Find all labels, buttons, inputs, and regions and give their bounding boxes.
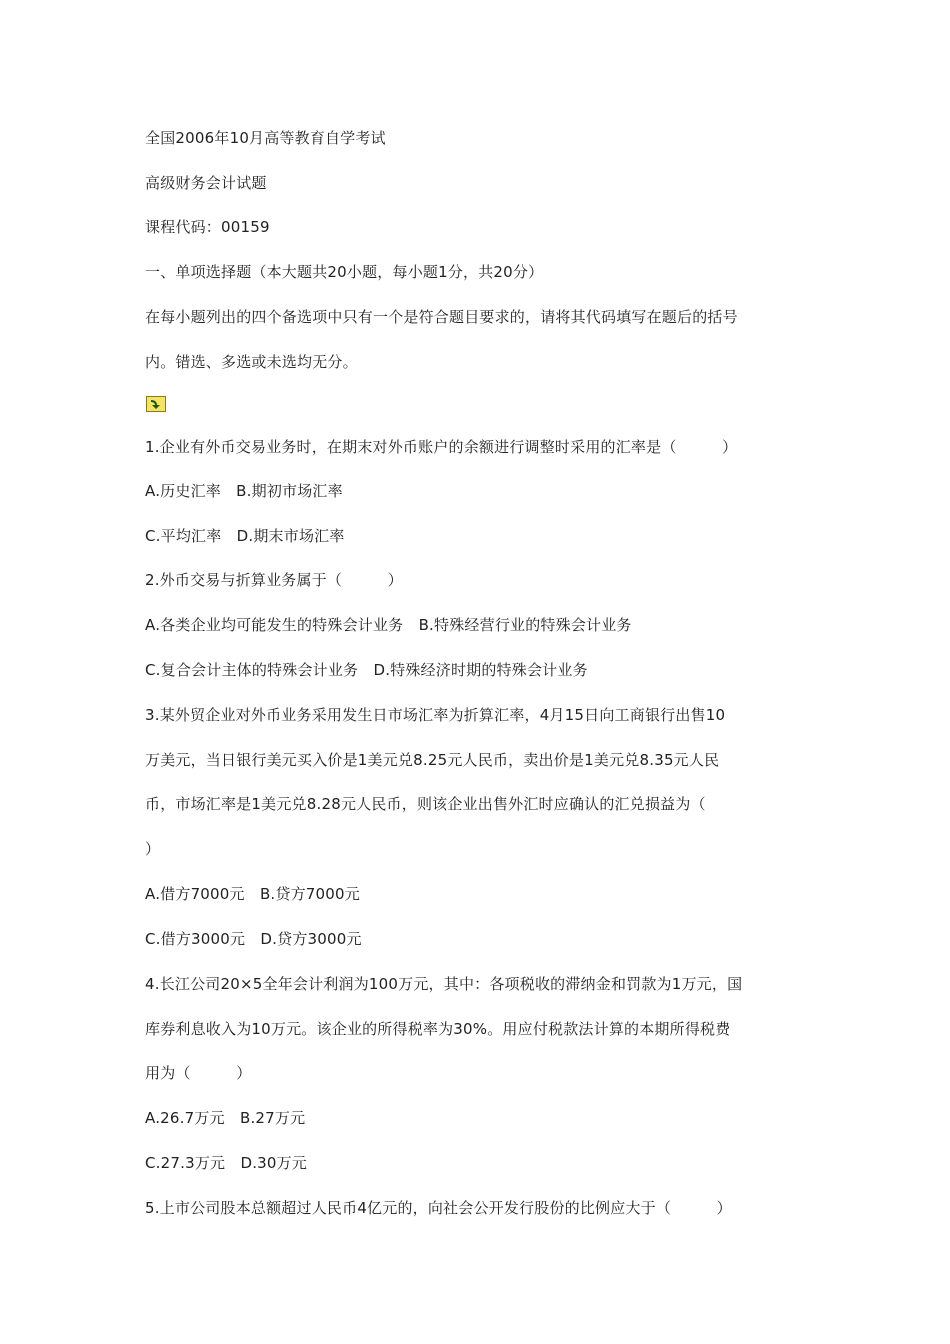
q2-options-cd: C.复合会计主体的特殊会计业务 D.特殊经济时期的特殊会计业务 bbox=[145, 661, 588, 679]
arrow-icon[interactable] bbox=[146, 396, 166, 412]
question-2: 2.外币交易与折算业务属于（ ） bbox=[145, 571, 403, 589]
instruction-line-1: 在每小题列出的四个备选项中只有一个是符合题目要求的，请将其代码填写在题后的括号 bbox=[145, 308, 738, 326]
exam-header: 全国2006年10月高等教育自学考试 bbox=[145, 129, 386, 147]
q1-options-cd: C.平均汇率 D.期末市场汇率 bbox=[145, 527, 345, 545]
exam-title: 高级财务会计试题 bbox=[145, 174, 267, 192]
instruction-line-2: 内。错选、多选或未选均无分。 bbox=[145, 353, 358, 371]
question-3-line-2: 万美元，当日银行美元买入价是1美元兑8.25元人民币，卖出价是1美元兑8.35元人民 bbox=[145, 751, 720, 769]
course-code: 课程代码：00159 bbox=[145, 218, 270, 236]
question-4-line-2: 库券利息收入为10万元。该企业的所得税率为30%。用应付税款法计算的本期所得税费 bbox=[145, 1020, 731, 1038]
section-heading: 一、单项选择题（本大题共20小题，每小题1分，共20分） bbox=[145, 263, 544, 281]
q1-options-ab: A.历史汇率 B.期初市场汇率 bbox=[145, 482, 343, 500]
q4-options-ab: A.26.7万元 B.27万元 bbox=[145, 1109, 306, 1127]
q3-options-cd: C.借方3000元 D.贷方3000元 bbox=[145, 930, 362, 948]
question-5: 5.上市公司股本总额超过人民币4亿元的，向社会公开发行股份的比例应大于（ ） bbox=[145, 1199, 732, 1217]
question-3-line-1: 3.某外贸企业对外币业务采用发生日市场汇率为折算汇率，4月15日向工商银行出售10 bbox=[145, 706, 726, 724]
question-3-line-4: ） bbox=[145, 840, 161, 858]
question-4-line-1: 4.长江公司20×5全年会计利润为100万元，其中：各项税收的滞纳金和罚款为1万元，国 bbox=[145, 975, 743, 993]
question-4-line-3: 用为（ ） bbox=[145, 1064, 252, 1082]
q3-options-ab: A.借方7000元 B.贷方7000元 bbox=[145, 885, 360, 903]
question-3-line-3: 币，市场汇率是1美元兑8.28元人民币，则该企业出售外汇时应确认的汇兑损益为（ bbox=[145, 795, 706, 813]
q4-options-cd: C.27.3万元 D.30万元 bbox=[145, 1154, 308, 1172]
question-1: 1.企业有外币交易业务时，在期末对外币账户的余额进行调整时采用的汇率是（ ） bbox=[145, 438, 738, 456]
q2-options-ab: A.各类企业均可能发生的特殊会计业务 B.特殊经营行业的特殊会计业务 bbox=[145, 616, 632, 634]
